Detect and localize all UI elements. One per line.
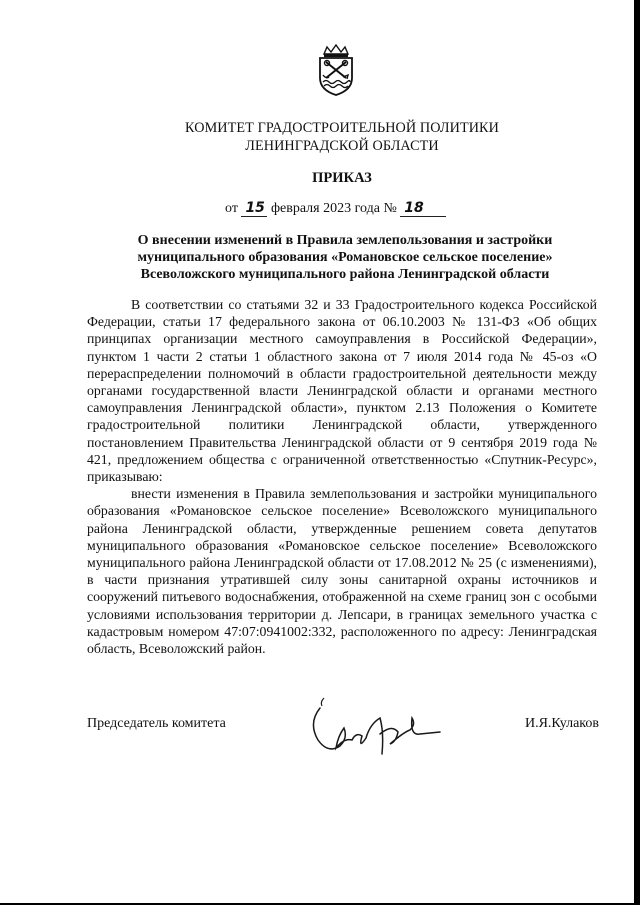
signer-name: И.Я.Кулаков: [524, 716, 599, 731]
date-day: 15: [241, 201, 267, 217]
date-number-line: [225, 201, 446, 217]
number-sign: №: [383, 201, 397, 216]
document-subject: [100, 232, 590, 283]
subject-line-2: муниципального образования «Романовское сельское поселение»: [137, 250, 553, 265]
body-paragraph-2: внести изменения в Правила землепользования и застройки муниципального образования «Романовское сельское поселение» Всеволожского муниципального района Ленинградской области, утвержденные решением совета депутатов муниципального образования «Романовское сельское поселение» Всеволожского муниципального района Ленинградской области от 17.08.2012 № 25 (с изменениями), в части признания утратившей силу зоны санитарной охраны источников и сооружений питьевого водоснабжения, отображенной на схеме границ зон с особыми условиями использования территории д. Лепсари, в границах земельного участка с кадастровым номером 47:07:0941002:332, расположенного по адресу: Ленинградская область, Всеволожский район.: [87, 486, 597, 657]
header-line-2: ЛЕНИНГРАДСКОЙ ОБЛАСТИ: [245, 138, 439, 154]
document-body: [87, 296, 597, 657]
document-type: ПРИКАЗ: [312, 170, 372, 186]
committee-header: [0, 119, 640, 155]
header-line-1: КОМИТЕТ ГРАДОСТРОИТЕЛЬНОЙ ПОЛИТИКИ: [185, 120, 499, 136]
date-rest: февраля 2023 года: [270, 201, 380, 216]
document-number: 18: [400, 201, 446, 217]
date-prefix: от: [225, 201, 238, 216]
signer-position: Председатель комитета: [87, 716, 226, 731]
body-paragraph-1: В соответствии со статьями 32 и 33 Градостроительного кодекса Российской Федерации, статьи 17 федерального закона от 06.10.2003 № 131-ФЗ «Об общих принципах организации местного самоуправления в Российской Федерации», пунктом 1 части 2 статьи 1 областного закона от 7 июля 2014 года № 45-оз «О перераспределении полномочий в области градостроительной деятельности между органами государственной власти Ленинградской области и органами местного самоуправления Ленинградской области», пунктом 2.13 Положения о Комитете градостроительной политики Ленинградской области, утвержденного постановлением Правительства Ленинградской области от 9 сентября 2019 года № 421, предложением общества с ограниченной ответственностью «Спутник-Ресурс», приказываю:: [87, 297, 597, 485]
coat-of-arms-icon: [316, 44, 356, 96]
subject-line-1: О внесении изменений в Правила землепользования и застройки: [137, 233, 553, 248]
subject-line-3: Всеволожского муниципального района Ленинградской области: [140, 267, 550, 282]
handwritten-signature: [300, 688, 442, 758]
